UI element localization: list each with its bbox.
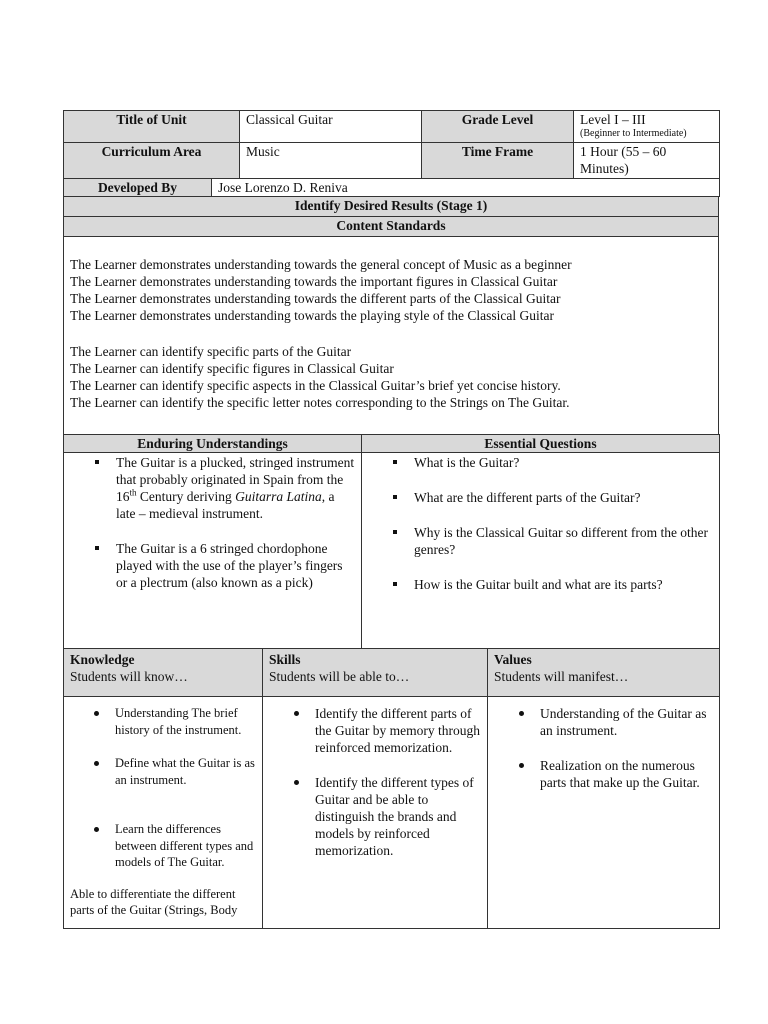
enduring-understandings-body	[64, 453, 362, 649]
essential-question: Why is the Classical Guitar so different from the other genres?	[414, 524, 713, 558]
knowledge-subheading: Students will know…	[70, 669, 188, 684]
developed-by-label: Developed By	[64, 179, 212, 197]
content-standards-heading: Content Standards	[64, 217, 719, 237]
stage1-heading: Identify Desired Results (Stage 1)	[64, 197, 719, 217]
knowledge-heading: Knowledge	[70, 652, 135, 667]
content-standard-line: The Learner demonstrates understanding towards the general concept of Music as a beginner	[70, 257, 572, 272]
content-standard-line: The Learner demonstrates understanding towards the playing style of the Classical Guitar	[70, 308, 554, 323]
knowledge-item: Understanding The brief history of the instrument.	[115, 705, 256, 738]
skills-item: Identify the different types of Guitar and be able to distinguish the brands and models by reinforced memorization.	[315, 774, 481, 859]
unit-header-table	[63, 110, 720, 179]
skills-subheading: Students will be able to…	[269, 669, 410, 684]
understandings-questions-table	[63, 434, 720, 649]
content-standard-line: The Learner demonstrates understanding towards the different parts of the Classical Guitar	[70, 291, 561, 306]
skills-body	[263, 697, 488, 929]
enduring-item: The Guitar is a plucked, stringed instrument that probably originated in Spain from the 16th Century deriving Guitarra Latina, a late – medieval instrument.	[116, 455, 355, 521]
essential-questions-heading: Essential Questions	[362, 435, 720, 453]
content-standard-line: The Learner demonstrates understanding towards the important figures in Classical Guitar	[70, 274, 558, 289]
knowledge-body	[64, 697, 263, 929]
grade-level-label: Grade Level	[422, 111, 574, 143]
essential-question: What are the different parts of the Guitar?	[414, 489, 713, 506]
developed-by-value: Jose Lorenzo D. Reniva	[212, 179, 720, 197]
curriculum-area-value: Music	[240, 143, 422, 179]
content-standards-body	[64, 237, 719, 435]
values-header	[488, 649, 720, 697]
essential-question: How is the Guitar built and what are its parts?	[414, 576, 713, 593]
skills-heading: Skills	[269, 652, 301, 667]
essential-questions-body	[362, 453, 720, 649]
enduring-item: The Guitar is a 6 stringed chordophone played with the use of the player’s fingers or a plectrum (also known as a pick)	[116, 540, 355, 591]
values-subheading: Students will manifest…	[494, 669, 629, 684]
values-item: Understanding of the Guitar as an instrument.	[540, 705, 713, 739]
enduring-understandings-heading: Enduring Understandings	[64, 435, 362, 453]
values-item: Realization on the numerous parts that make up the Guitar.	[540, 757, 713, 791]
skills-item: Identify the different parts of the Guitar by memory through reinforced memorization.	[315, 706, 480, 755]
title-of-unit-value: Classical Guitar	[240, 111, 422, 143]
skills-header	[263, 649, 488, 697]
time-frame-label: Time Frame	[422, 143, 574, 179]
knowledge-skills-values-table	[63, 648, 720, 929]
title-of-unit-label: Title of Unit	[64, 111, 240, 143]
knowledge-item: Define what the Guitar is as an instrument.	[115, 756, 255, 787]
content-standard-line: The Learner can identify specific aspects in the Classical Guitar’s brief yet concise history.	[70, 378, 561, 393]
content-standard-line: The Learner can identify the specific letter notes corresponding to the Strings on The Guitar.	[70, 395, 570, 410]
values-heading: Values	[494, 652, 532, 667]
knowledge-header	[64, 649, 263, 697]
content-standard-line: The Learner can identify specific parts of the Guitar	[70, 344, 352, 359]
lesson-plan-document	[63, 110, 719, 929]
grade-level-note: (Beginner to Intermediate)	[580, 128, 687, 139]
content-standards-table	[63, 196, 719, 435]
grade-level-value: Level I – III	[580, 112, 646, 127]
time-frame-value: 1 Hour (55 – 60 Minutes)	[574, 143, 720, 179]
developed-by-table	[63, 178, 720, 197]
knowledge-extra: Able to differentiate the different parts of the Guitar (Strings, Body	[70, 886, 238, 917]
grade-level-cell	[574, 111, 720, 143]
content-standard-line: The Learner can identify specific figures in Classical Guitar	[70, 361, 394, 376]
curriculum-area-label: Curriculum Area	[64, 143, 240, 179]
knowledge-item: Learn the differences between different types and models of The Guitar.	[115, 821, 256, 871]
essential-question: What is the Guitar?	[414, 454, 713, 471]
values-body	[488, 697, 720, 929]
